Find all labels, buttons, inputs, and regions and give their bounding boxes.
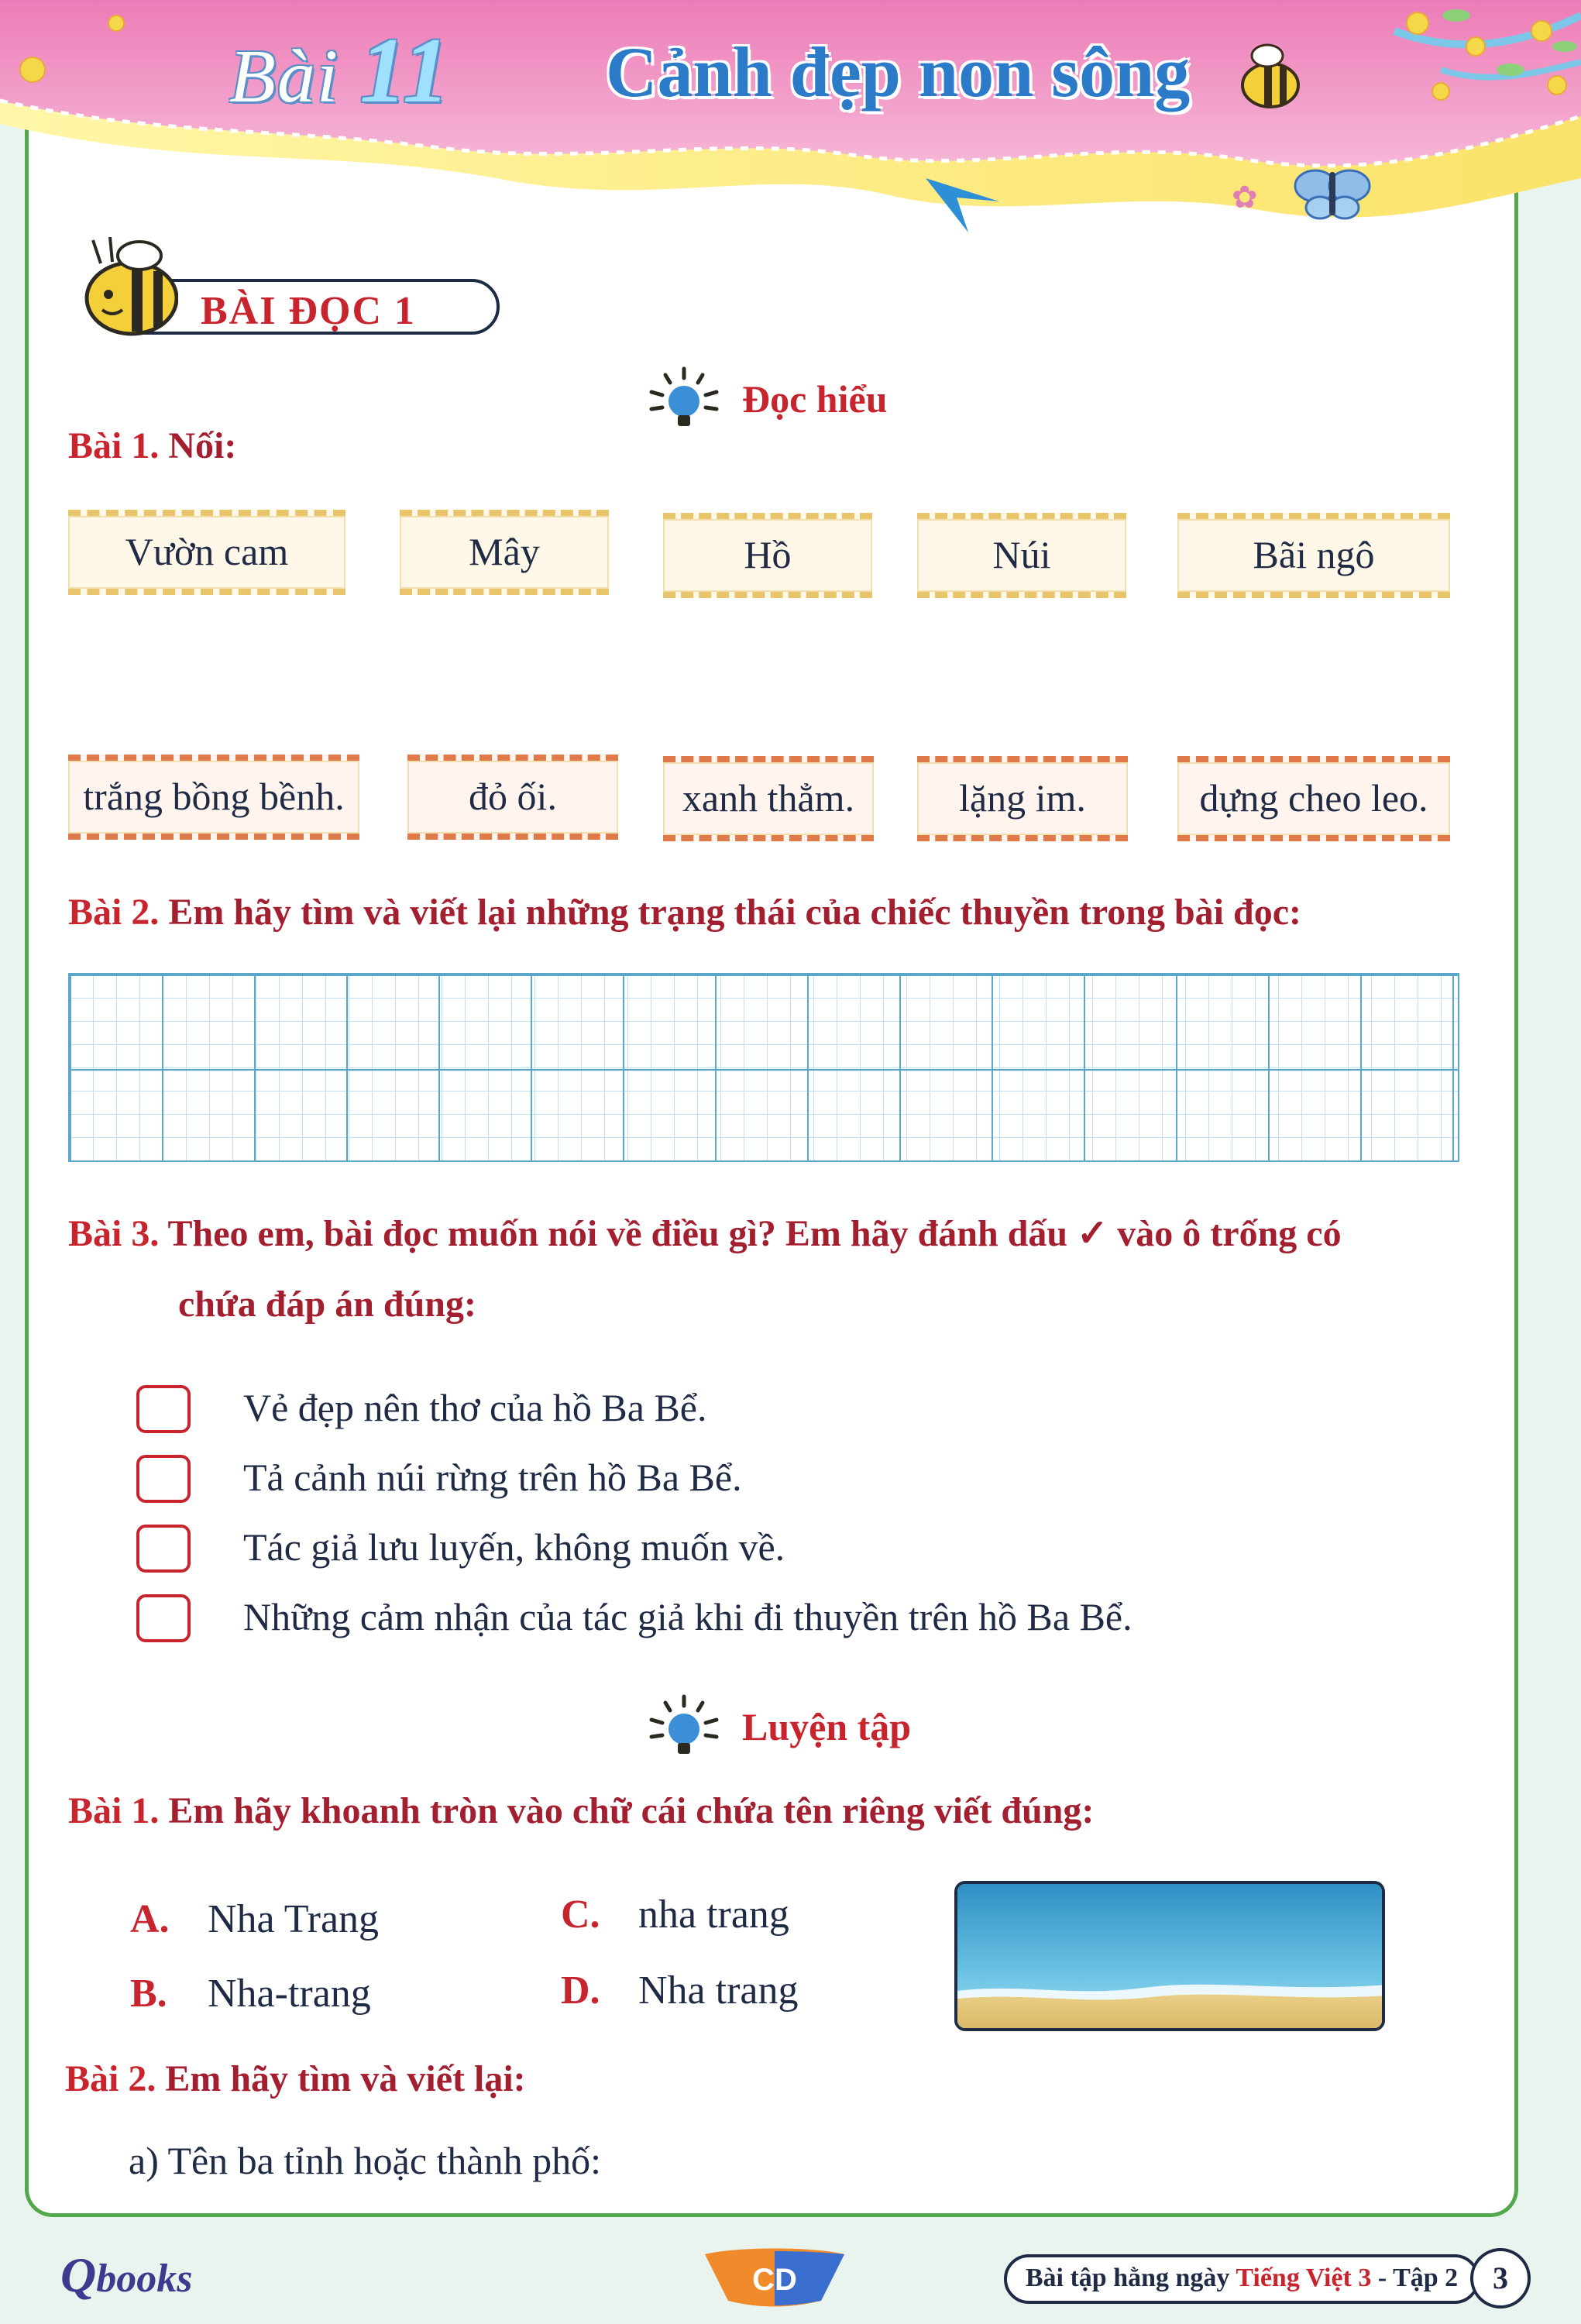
- answer-checkbox-2[interactable]: [136, 1455, 191, 1503]
- lesson-number-value: 11: [359, 19, 451, 122]
- reading-q3-line2: [178, 1283, 476, 1325]
- choice-c[interactable]: [561, 1892, 789, 1937]
- answer-option-1-text: Vẻ đẹp nên thơ của hồ Ba Bể.: [243, 1386, 707, 1429]
- reading-q1-number: Bài 1.: [68, 425, 160, 466]
- reading-q3-text-line1: Theo em, bài đọc muốn nói về điều gì? Em hãy đánh dấu ✓ vào ô trống có: [167, 1213, 1342, 1254]
- practice-q2-sub-a: a) Tên ba tỉnh hoặc thành phố:: [129, 2139, 602, 2182]
- practice-q2-number: Bài 2.: [65, 2058, 156, 2099]
- reading-q3-text-line2: chứa đáp án đúng:: [178, 1284, 476, 1325]
- match-word-bottom-3[interactable]: xanh thẳm.: [663, 756, 874, 841]
- match-word-bottom-4[interactable]: lặng im.: [917, 756, 1128, 841]
- beach-image: [954, 1881, 1385, 2031]
- match-word-top-2[interactable]: Mây: [400, 510, 609, 595]
- choice-b[interactable]: [130, 1971, 371, 2016]
- match-word-top-4[interactable]: Núi: [917, 513, 1126, 598]
- reading-q3: [68, 1212, 1342, 1255]
- choice-d[interactable]: [561, 1968, 798, 2013]
- choice-b-letter: B.: [130, 1972, 167, 2016]
- logo-rest: books: [96, 2257, 193, 2301]
- answer-checkbox-3[interactable]: [136, 1525, 191, 1573]
- answer-checkbox-1[interactable]: [136, 1385, 191, 1433]
- practice-heading: [742, 1704, 911, 1749]
- lesson-title: Cảnh đẹp non sông: [606, 33, 1191, 112]
- lesson-header: [0, 0, 1581, 256]
- reading-tag-label: BÀI ĐỌC 1: [201, 289, 417, 333]
- book-title-highlight: Tiếng Việt 3: [1236, 2264, 1372, 2292]
- match-word-bottom-1[interactable]: trắng bồng bềnh.: [68, 755, 359, 840]
- match-word-bottom-5[interactable]: dựng cheo leo.: [1177, 756, 1450, 841]
- choice-a-letter: A.: [130, 1897, 170, 1941]
- book-title-suffix: - Tập 2: [1371, 2264, 1459, 2292]
- lightbulb-icon: [645, 366, 723, 435]
- qbooks-logo: [60, 2247, 192, 2304]
- practice-q2-text: Em hãy tìm và viết lại:: [165, 2058, 526, 2099]
- cd-badge-icon: [705, 2247, 844, 2309]
- reading-q2: [68, 891, 1301, 933]
- practice-q1-number: Bài 1.: [68, 1790, 160, 1831]
- match-word-top-3[interactable]: Hồ: [663, 513, 872, 598]
- choice-c-letter: C.: [561, 1893, 600, 1937]
- reading-q3-number: Bài 3.: [68, 1213, 160, 1254]
- beach-illustration: [957, 1884, 1385, 2031]
- choice-d-letter: D.: [561, 1968, 600, 2013]
- reading-q2-number: Bài 2.: [68, 892, 160, 933]
- practice-q1-text: Em hãy khoanh tròn vào chữ cái chứa tên riêng viết đúng:: [168, 1790, 1095, 1831]
- practice-heading-label: Luyện tập: [742, 1705, 912, 1748]
- svg-text:✿: ✿: [1232, 180, 1258, 215]
- reading-q1: [68, 425, 236, 467]
- match-word-top-1[interactable]: Vườn cam: [68, 510, 345, 595]
- comprehension-heading: [742, 376, 888, 421]
- answer-option-4-text: Những cảm nhận của tác giả khi đi thuyền trên hồ Ba Bể.: [243, 1595, 1132, 1638]
- practice-q1: [68, 1789, 1094, 1832]
- reading-tag-pill: [132, 279, 500, 335]
- choice-d-text: Nha trang: [638, 1968, 799, 2013]
- answer-option-2-text: Tả cảnh núi rừng trên hồ Ba Bể.: [243, 1456, 742, 1499]
- bee-icon: [77, 232, 178, 341]
- answer-option-3-text: Tác giả lưu luyến, không muốn về.: [243, 1525, 785, 1569]
- cd-badge-label: CD: [752, 2263, 797, 2297]
- book-title: [1004, 2254, 1480, 2304]
- lightbulb-icon: [645, 1693, 723, 1763]
- lesson-label: Bài: [229, 35, 340, 119]
- page-number: 3: [1470, 2248, 1531, 2309]
- choice-a[interactable]: [130, 1896, 379, 1942]
- comprehension-heading-label: Đọc hiểu: [742, 377, 888, 421]
- choice-a-text: Nha Trang: [208, 1897, 380, 1941]
- logo-initial: Q: [60, 2247, 97, 2302]
- reading-q2-text: Em hãy tìm và viết lại những trạng thái của chiếc thuyền trong bài đọc:: [168, 892, 1301, 933]
- match-word-bottom-2[interactable]: đỏ ối.: [407, 755, 618, 840]
- writing-grid[interactable]: [68, 973, 1459, 1162]
- lesson-number: [229, 17, 451, 124]
- answer-checkbox-4[interactable]: [136, 1594, 191, 1642]
- choice-c-text: nha trang: [638, 1893, 789, 1937]
- book-title-prefix: Bài tập hằng ngày: [1025, 2264, 1236, 2292]
- reading-q1-text: Nối:: [168, 425, 237, 466]
- reading-section-tag: [77, 232, 434, 333]
- practice-q2: [65, 2058, 526, 2100]
- match-word-top-5[interactable]: Bãi ngô: [1177, 513, 1450, 598]
- choice-b-text: Nha-trang: [208, 1972, 371, 2016]
